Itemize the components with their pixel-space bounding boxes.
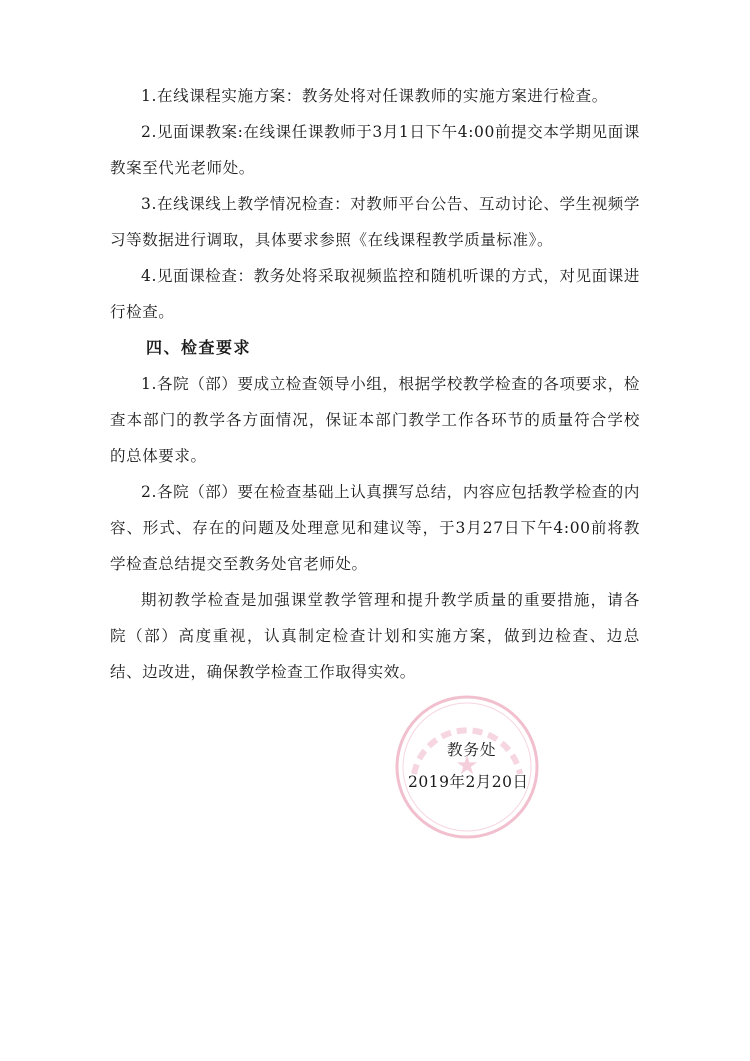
- signature-department: 教务处: [447, 741, 497, 759]
- signature-date: 2019年2月20日: [408, 773, 529, 791]
- paragraph-closing: 期初教学检查是加强课堂教学管理和提升教学质量的重要措施，请各院（部）高度重视，认真制定检查计划和实施方案，做到边检查、边总结、边改进，确保教学检查工作取得实效。: [110, 591, 640, 681]
- paragraph-face-to-face-check: 4.见面课检查：教务处将采取视频监控和随机听课的方式，对见面课进行检查。: [110, 267, 640, 321]
- section-heading-requirements: 四、检查要求: [146, 338, 252, 357]
- document-body: [110, 78, 640, 690]
- paragraph-lesson-plan: 2.见面课教案:在线课任课教师于3月1日下午4:00前提交本学期见面课教案至代光老师处。: [110, 123, 640, 177]
- official-seal: [392, 692, 542, 842]
- paragraph-requirement-1: 1.各院（部）要成立检查领导小组，根据学校教学检查的各项要求，检查本部门的教学各方面情况，保证本部门教学工作各环节的质量符合学校的总体要求。: [110, 375, 640, 465]
- paragraph-requirement-2: 2.各院（部）要在检查基础上认真撰写总结，内容应包括教学检查的内容、形式、存在的问题及处理意见和建议等，于3月27日下午4:00前将教学检查总结提交至教务处官老师处。: [110, 483, 640, 573]
- paragraph-online-teaching-check: 3.在线课线上教学情况检查：对教师平台公告、互动讨论、学生视频学习等数据进行调取，具体要求参照《在线课程教学质量标准》。: [110, 195, 640, 249]
- svg-text:★: ★: [455, 751, 479, 781]
- paragraph-online-plan: 1.在线课程实施方案：教务处将对任课教师的实施方案进行检查。: [141, 87, 608, 105]
